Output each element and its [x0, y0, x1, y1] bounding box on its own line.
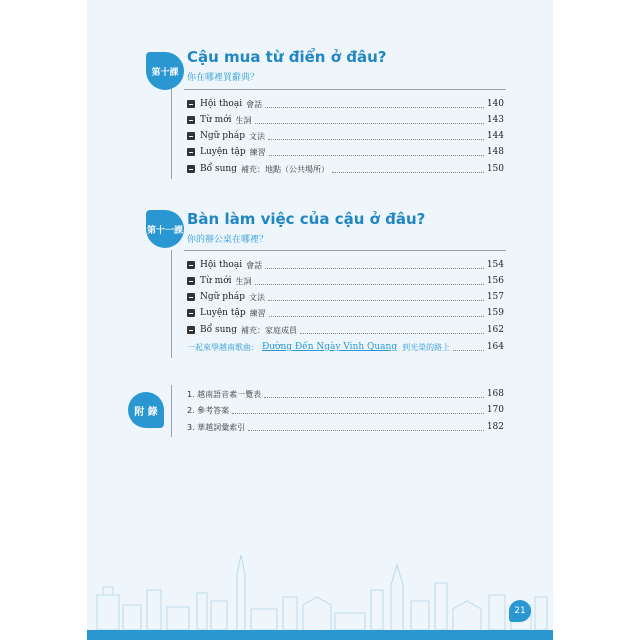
toc-row-vi: Hội thoại: [200, 99, 243, 109]
toc-row-vi: Luyện tập: [200, 147, 246, 157]
toc-row[interactable]: [187, 306, 504, 320]
lesson-11-title: Bàn làm việc của cậu ở đâu?: [187, 210, 426, 228]
lesson-11-rule: [184, 250, 506, 251]
toc-row-page: 157: [486, 292, 504, 302]
toc-row-zh: 補充：家庭成員: [240, 325, 297, 335]
toc-row-page: 162: [486, 325, 504, 335]
song-prefix: 一起來學越南歌曲：: [187, 342, 259, 352]
leader-dots: [255, 284, 484, 285]
toc-row[interactable]: [187, 290, 504, 304]
toc-row-zh: 文法: [248, 131, 265, 141]
appendix-item[interactable]: [187, 403, 504, 417]
toc-row-page: 156: [486, 276, 504, 286]
grammar-icon: [187, 132, 195, 140]
leader-dots: [332, 172, 484, 173]
supplement-icon: [187, 326, 195, 334]
toc-row-page: 140: [486, 99, 504, 109]
song-title: Đường Đến Ngày Vinh Quang: [262, 342, 398, 352]
appendix-item[interactable]: [187, 420, 504, 434]
toc-row[interactable]: [187, 258, 504, 272]
toc-row-vi: Từ mới: [200, 115, 232, 125]
appendix-item-page: 182: [486, 422, 504, 432]
leader-dots: [232, 413, 484, 414]
toc-row-vi: Từ mới: [200, 276, 232, 286]
song-suffix: 到光榮的路上: [402, 342, 451, 352]
book-page: [87, 0, 553, 640]
leader-dots: [269, 316, 484, 317]
toc-row-zh: 會話: [246, 99, 263, 109]
toc-row-page: 164: [486, 342, 504, 352]
toc-row-zh: 生詞: [235, 276, 252, 286]
toc-row[interactable]: [187, 145, 504, 159]
leader-dots: [265, 268, 484, 269]
toc-row-zh: 補充：地點（公共場所）: [240, 164, 329, 174]
toc-row-zh: 練習: [249, 147, 266, 157]
leader-dots: [268, 139, 484, 140]
appendix-item[interactable]: [187, 387, 504, 401]
toc-row-page: 154: [486, 260, 504, 270]
lesson-11-subtitle: 你的辦公桌在哪裡？: [187, 235, 269, 245]
toc-row[interactable]: [187, 129, 504, 143]
toc-row[interactable]: [187, 97, 504, 111]
dialogue-icon: [187, 100, 195, 108]
appendix-item-label: 2. 參考答案: [187, 405, 230, 415]
toc-row-page: 159: [486, 308, 504, 318]
appendix-item-label: 1. 越南語音素一覽表: [187, 389, 262, 399]
toc-row-vi: Ngữ pháp: [200, 131, 245, 141]
lesson-10-subtitle: 你在哪裡買辭典？: [187, 73, 260, 83]
leader-dots: [268, 300, 484, 301]
vocabulary-icon: [187, 277, 195, 285]
toc-song-row[interactable]: [187, 340, 504, 354]
appendix-badge: 附 錄: [128, 392, 164, 428]
toc-row-vi: Luyện tập: [200, 308, 246, 318]
lesson-10-badge: 第十課: [146, 52, 184, 90]
bottom-bar: [87, 630, 553, 640]
toc-row[interactable]: [187, 113, 504, 127]
leader-dots: [248, 430, 484, 431]
lesson-10-title: Cậu mua từ điển ở đâu?: [187, 48, 387, 66]
leader-dots: [453, 350, 484, 351]
toc-row-zh: 生詞: [235, 115, 252, 125]
grammar-icon: [187, 293, 195, 301]
toc-row-page: 143: [486, 115, 504, 125]
leader-dots: [265, 107, 484, 108]
toc-row-vi: Bổ sung: [200, 325, 237, 335]
appendix-item-label: 3. 華越詞彙索引: [187, 422, 246, 432]
practice-icon: [187, 309, 195, 317]
leader-dots: [264, 397, 484, 398]
toc-row[interactable]: [187, 274, 504, 288]
appendix-item-page: 170: [486, 405, 504, 415]
dialogue-icon: [187, 261, 195, 269]
toc-row-vi: Bổ sung: [200, 164, 237, 174]
toc-row-zh: 文法: [248, 292, 265, 302]
appendix-vertical-rule: [171, 385, 172, 437]
practice-icon: [187, 148, 195, 156]
toc-row-zh: 會話: [246, 260, 263, 270]
city-skyline-illustration: [87, 535, 553, 630]
appendix-item-page: 168: [486, 389, 504, 399]
lesson-11-badge: 第十一課: [146, 210, 184, 248]
vocabulary-icon: [187, 116, 195, 124]
toc-row-page: 150: [486, 164, 504, 174]
leader-dots: [300, 333, 484, 334]
lesson-11-vertical-rule: [171, 250, 172, 358]
toc-row-vi: Ngữ pháp: [200, 292, 245, 302]
leader-dots: [269, 155, 484, 156]
toc-row-page: 144: [486, 131, 504, 141]
page-number-badge: 21: [509, 600, 531, 622]
toc-row[interactable]: [187, 323, 504, 337]
supplement-icon: [187, 165, 195, 173]
lesson-10-rule: [184, 89, 506, 90]
leader-dots: [255, 123, 484, 124]
toc-row-vi: Hội thoại: [200, 260, 243, 270]
toc-row-page: 148: [486, 147, 504, 157]
lesson-10-vertical-rule: [171, 89, 172, 179]
toc-row[interactable]: [187, 162, 504, 176]
toc-row-zh: 練習: [249, 308, 266, 318]
